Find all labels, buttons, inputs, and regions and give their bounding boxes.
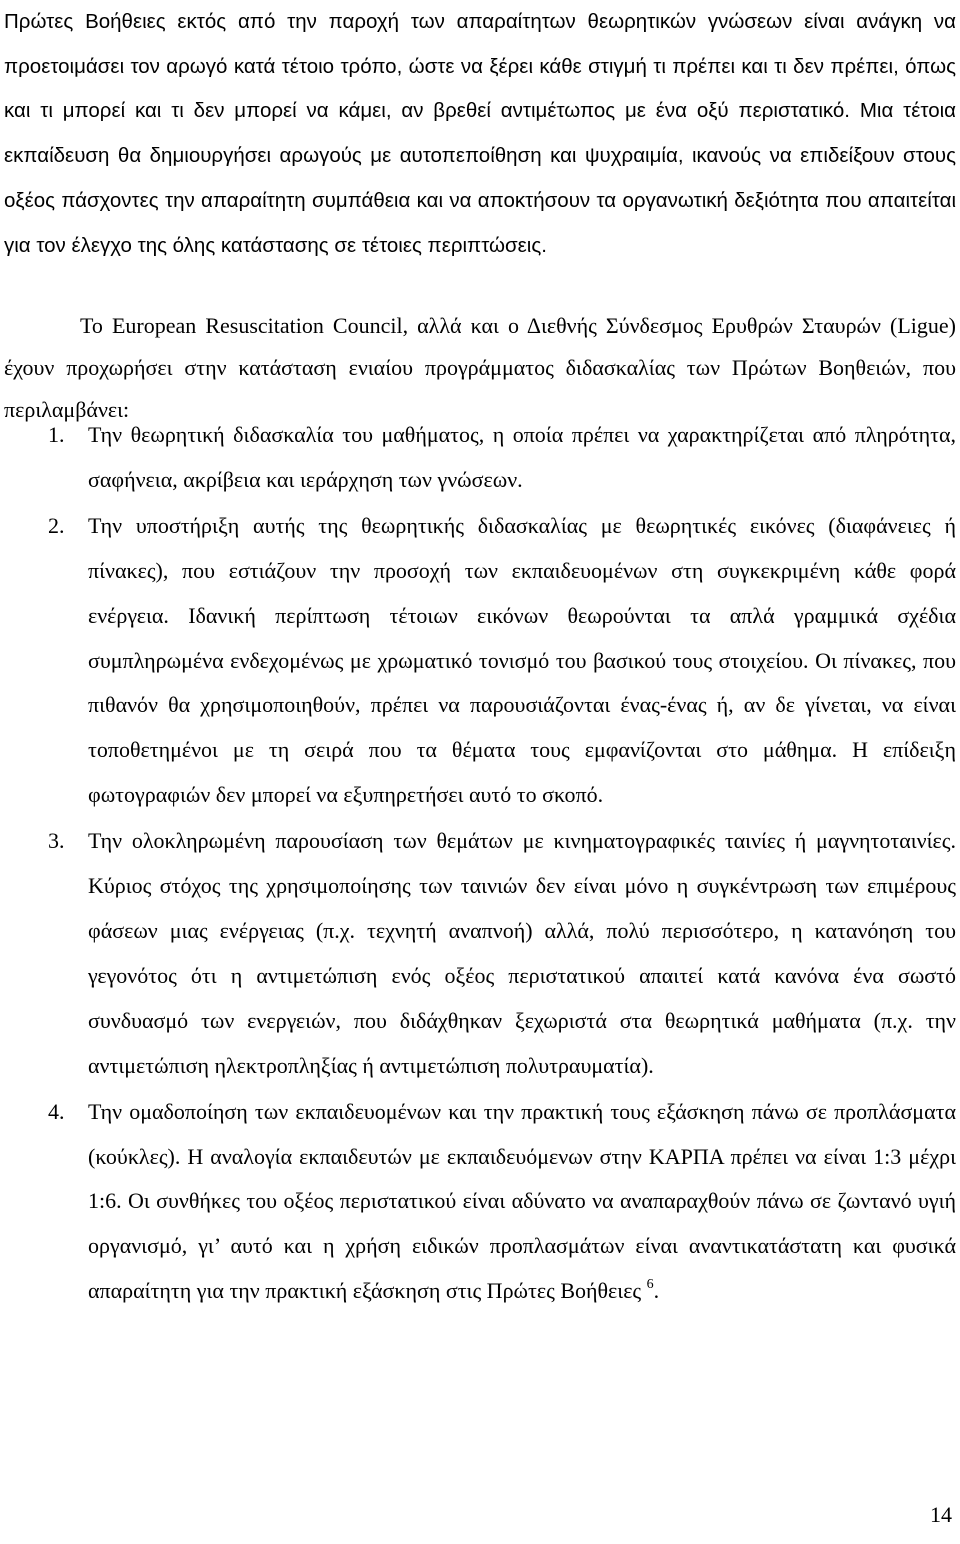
list-item-4-body: Την ομαδοποίηση των εκπαιδευομένων και την πρακτική τους εξάσκηση πάνω σε προπλάσματα (κούκλες). Η αναλογία εκπαιδευτών με εκπαιδευόμενων στην ΚΑΡΠΑ πρέπει να είναι 1:3 μέχρι 1:6. Οι συνθήκες του οξέος περιστατικού είναι αδύνατο να αναπαραχθούν πάνω σε ζωντανό υγιή οργανισμό, γι’ αυτό και η χρήση ειδικών προπλασμάτων είναι αναντικατάστατη και φυσικά απαραίτητη για την πρακτική εξάσκηση στις Πρώτες Βοήθειες [88,1098,956,1304]
list-item-2 [48,504,956,818]
numbered-list [48,413,956,1314]
list-item-3 [48,819,956,1088]
list-number: 2. [48,512,65,538]
list-number: 3. [48,828,65,854]
footnote-reference: 6 [646,1277,654,1293]
list-item-4 [48,1090,956,1315]
paragraph-first-aid-training: Πρώτες Βοήθειες εκτός από την παροχή των απαραίτητων θεωρητικών γνώσεων είναι ανάγκη να προετοιμάσει τον αρωγό κατά τέτοιο τρόπο, ώστε να ξέρει κάθε στιγμή τι πρέπει και τι δεν πρέπει, όπως και τι μπορεί και τι δεν μπορεί να κάμει, αν βρεθεί αντιμέτωπος με ένα οξύ περιστατικό. Μια τέτοια εκπαίδευση θα δημιουργήσει αρωγούς με αυτοπεποίθηση και ψυχραιμία, ικανούς να επιδείξουν στους οξέος πάσχοντες την απαραίτητη συμπάθεια και να αποκτήσουν τα οργανωτική δεξιότητα που απαιτείται για τον έλεγχο της όλης κατάστασης σε τέτοιες περιπτώσεις. [4,10,956,257]
list-item-1 [48,413,956,503]
list-item-text: Την ολοκληρωμένη παρουσίαση των θεμάτων με κινηματογραφικές ταινίες ή μαγνητοταινίες. Κύριος στόχος της χρησιμοποίησης των ταινιών δεν είναι μόνο η συγκέντρωση των επιμέρους φάσεων μιας ενέργειας (π.χ. τεχνητή αναπνοή) αλλά, πολύ περισσότερο, η κατανόηση του γεγονότος ότι η αντιμετώπιση ενός οξέος περιστατικού απαιτεί κατά κανόνα ένα σωστό συνδυασμό των ενεργειών, που διδάχθηκαν ξεχωριστά στα θεωρητικά μαθήματα (π.χ. την αντιμετώπιση ηλεκτροπληξίας ή αντιμετώπιση πολυτραυματία). [88,828,956,1078]
list-item-text [88,1090,956,1315]
paragraph-european-resuscitation-council: To European Resuscitation Council, αλλά και ο Διεθνής Σύνδεσμος Ερυθρών Σταυρών (Ligue) έχουν προχωρήσει στην κατάσταση ενιαίου προγράμματος διδασκαλίας των Πρώτων Βοηθειών, που περιλαμβάνει: [4,313,956,422]
list-item-text: Την υποστήριξη αυτής της θεωρητικής διδασκαλίας με θεωρητικές εικόνες (διαφάνειες ή πίνακες), που εστιάζουν την προσοχή των εκπαιδευομένων στη συγκεκριμένη κάθε φορά ενέργεια. Ιδανική περίπτωση τέτοιων εικόνων θεωρούνται τα απλά γραμμικά σχέδια συμπληρωμένα ενδεχομένως με χρωματικό τονισμό του βασικού τους στοιχείου. Οι πίνακες, που πιθανόν θα χρησιμοποιηθούν, πρέπει να παρουσιάζονται ένας-ένας ή, αν δε γίνεται, να είναι τοποθετημένοι με τη σειρά που τα θέματα τους εμφανίζονται στο μάθημα. Η επίδειξη φωτογραφιών δεν μπορεί να εξυπηρετήσει αυτό το σκοπό. [88,512,956,808]
list-number: 4. [48,1098,65,1124]
page-number: 14 [930,1502,952,1527]
list-number: 1. [48,422,65,447]
list-item-text: Την θεωρητική διδασκαλία του μαθήματος, η οποία πρέπει να χαρακτηρίζεται από πληρότητα, σαφήνεια, ακρίβεια και ιεράρχηση των γνώσεων. [88,422,956,492]
sentence-end: . [653,1278,660,1304]
